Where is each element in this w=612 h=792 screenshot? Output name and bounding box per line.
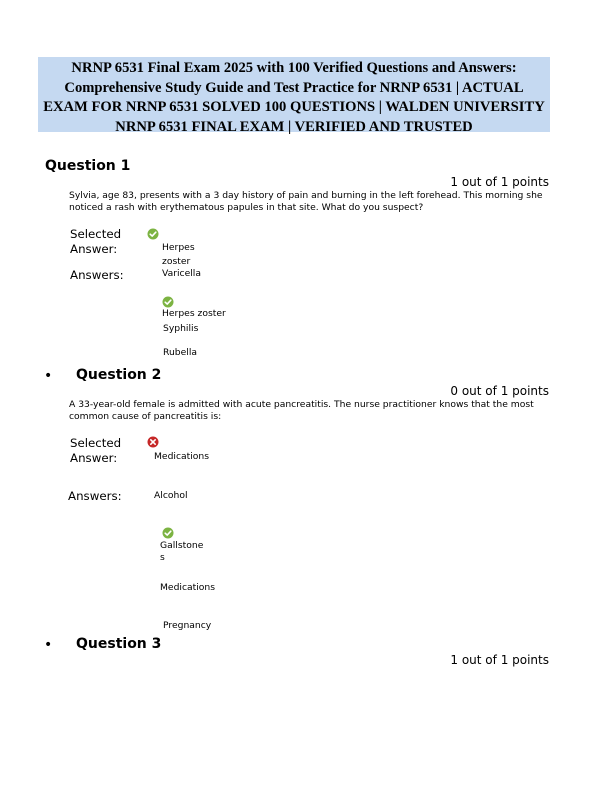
question-2-answer-option: Pregnancy xyxy=(163,620,212,631)
question-2-selected-answer: Medications xyxy=(154,451,210,462)
question-1-points: 1 out of 1 points xyxy=(450,175,549,189)
document-title: NRNP 6531 Final Exam 2025 with 100 Verified Questions and Answers: Comprehensive Study Guide and Test Practice for NRNP 6531 | ACTUAL EXAM FOR NRNP 6531 SOLVED 100 QUESTIONS | WALDEN UNIVERSITY NRNP 6531 FINAL EXAM | VERIFIED AND TRUSTED xyxy=(43,60,545,135)
question-2-answer-option: Alcohol xyxy=(154,490,188,501)
question-1-answer-option-correct: Herpes zoster xyxy=(162,308,226,319)
check-circle-icon xyxy=(147,228,159,240)
question-1-answers-label: Answers: xyxy=(70,268,124,282)
question-3-heading: Question 3 xyxy=(76,636,162,652)
question-1-answer-option: Syphilis xyxy=(163,323,199,334)
question-1-answer-option: Varicella xyxy=(162,268,201,279)
question-3-points: 1 out of 1 points xyxy=(450,653,549,667)
question-2-points: 0 out of 1 points xyxy=(450,384,549,398)
question-2-answer-option: Medications xyxy=(160,582,216,593)
question-2-answer-option-correct: Gallstones xyxy=(160,540,204,563)
question-2-text: A 33-year-old female is admitted with acute pancreatitis. The nurse practitioner knows that the most common cause of pancreatitis is: xyxy=(69,399,534,422)
question-2-heading: Question 2 xyxy=(76,367,162,383)
question-1-answer-option: Rubella xyxy=(163,347,198,358)
bullet: • xyxy=(44,368,53,384)
question-1-text: Sylvia, age 83, presents with a 3 day history of pain and burning in the left forehead. This morning she noticed a rash with erythematous papules in that site. What do you suspect? xyxy=(69,190,543,213)
document-title-banner xyxy=(38,57,550,135)
question-1-selected-label: Selected Answer: xyxy=(70,227,122,256)
bullet: • xyxy=(44,637,53,653)
question-1-heading: Question 1 xyxy=(45,158,131,174)
check-circle-icon xyxy=(162,527,174,539)
question-2-selected-label: Selected Answer: xyxy=(70,436,122,465)
question-2-answers-label: Answers: xyxy=(68,489,122,503)
question-1-selected-answer: Herpes zoster xyxy=(162,242,195,267)
x-circle-icon xyxy=(147,436,159,448)
